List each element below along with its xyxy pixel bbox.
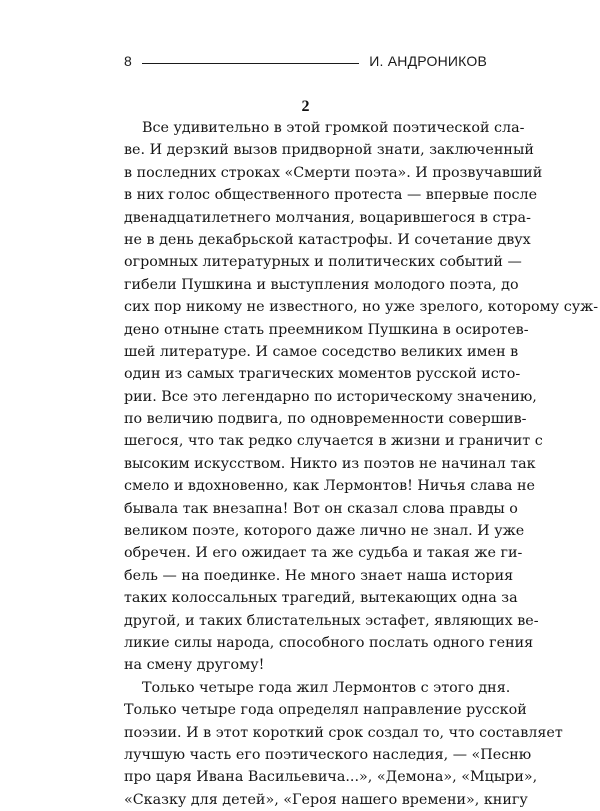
text-line: Только четыре года жил Лермонтов с этого дня. xyxy=(142,679,511,696)
text-line: в них голос общественного протеста — впервые после xyxy=(124,187,538,204)
text-line: по величию подвига, по одновременности совершив- xyxy=(124,411,527,428)
text-line: двенадцатилетнего молчания, воцарившегося в стра- xyxy=(124,209,531,226)
text-line: обречен. И его ожидает та же судьба и такая же ги- xyxy=(124,545,523,562)
text-line: шегося, что так редко случается в жизни и граничит с xyxy=(124,433,543,450)
text-line: огромных литературных и политических событий — xyxy=(124,254,522,271)
text-line: бывала так внезапна! Вот он сказал слова правды о xyxy=(124,500,518,517)
text-line: «Сказку для детей», «Героя нашего времени», книгу xyxy=(124,791,528,808)
text-line: поэзии. И в этот короткий срок создал то, что составляет xyxy=(124,724,563,741)
running-head xyxy=(124,51,487,71)
text-line: лучшую часть его поэтического наследия, — «Песню xyxy=(124,746,532,763)
text-line: другой, и таких блистательных эстафет, являющих ве- xyxy=(124,612,539,629)
running-head-author: И. АНДРОНИКОВ xyxy=(369,53,487,69)
text-line: бель — на поединке. Не много знает наша история xyxy=(124,567,514,584)
text-line: великом поэте, которого даже лично не знал. И уже xyxy=(124,523,525,540)
text-line: таких колоссальных трагедий, вытекающих одна за xyxy=(124,590,518,607)
text-line: гибели Пушкина и выступления молодого поэта, до xyxy=(124,276,519,293)
section-number: 2 xyxy=(301,98,310,115)
text-line: дено отныне стать преемником Пушкина в осиротев- xyxy=(124,321,529,338)
page-number: 8 xyxy=(124,53,132,69)
text-line: высоким искусством. Никто из поэтов не начинал так xyxy=(124,455,536,472)
text-line: не в день декабрьской катастрофы. И сочетание двух xyxy=(124,231,531,248)
text-line: на смену другому! xyxy=(124,657,265,674)
text-line: в последних строках «Смерти поэта». И прозвучавший xyxy=(124,164,543,181)
text-line: рии. Все это легендарно по историческому значению, xyxy=(124,388,537,405)
text-line: ликие силы народа, способного послать одного гения xyxy=(124,634,534,651)
text-line: про царя Ивана Васильевича...», «Демона», «Мцыри», xyxy=(124,769,538,786)
text-line: сих пор никому не известного, но уже зрелого, которому суж- xyxy=(124,299,599,316)
text-line: один из самых трагических моментов русской исто- xyxy=(124,366,521,383)
text-line: ве. И дерзкий вызов придворной знати, заключенный xyxy=(124,142,534,159)
text-line: Только четыре года определял направление русской xyxy=(124,702,527,719)
text-line: Все удивительно в этой громкой поэтической сла- xyxy=(142,120,525,136)
header-rule xyxy=(142,63,360,64)
text-line: шей литературе. И самое соседство великих имен в xyxy=(124,343,519,360)
body-text xyxy=(124,117,599,811)
text-line: смело и вдохновенно, как Лермонтов! Ничья слава не xyxy=(124,478,535,495)
